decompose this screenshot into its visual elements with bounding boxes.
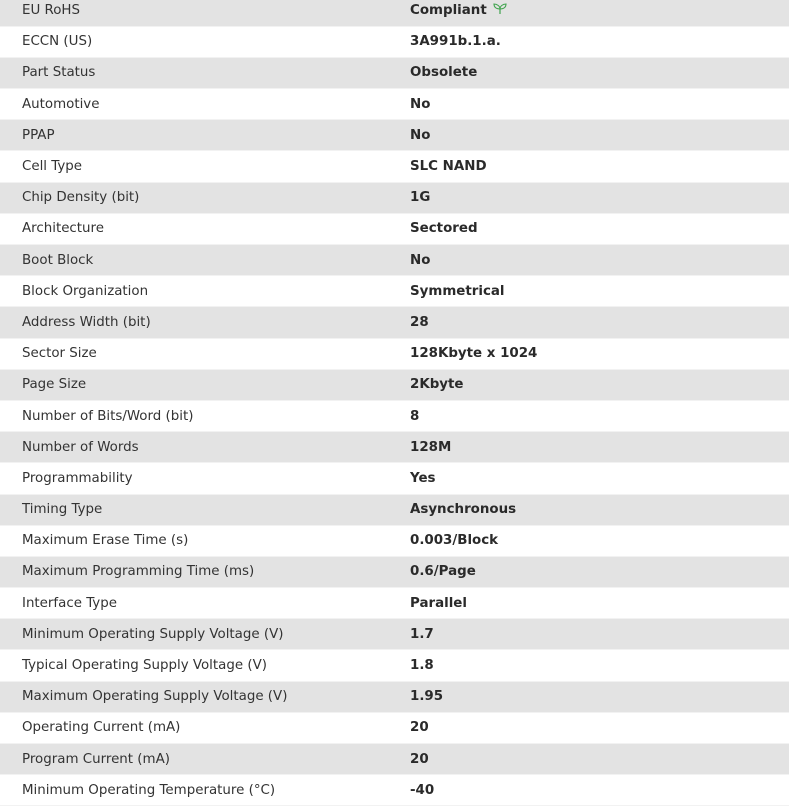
spec-row-automotive: [0, 89, 789, 120]
spec-row-programmability: [0, 463, 789, 494]
spec-label: Boot Block: [0, 245, 410, 276]
spec-row-sector-size: [0, 338, 789, 369]
spec-value: 0.003/Block: [410, 525, 789, 556]
spec-label: Operating Current (mA): [0, 712, 410, 743]
spec-value: 128M: [410, 432, 789, 463]
spec-label: Cell Type: [0, 151, 410, 182]
spec-label: Automotive: [0, 89, 410, 120]
leaf-icon: [493, 3, 507, 15]
spec-row-address-width: [0, 307, 789, 338]
spec-row-boot-block: [0, 245, 789, 276]
spec-value: Obsolete: [410, 57, 789, 88]
spec-row-program-current: [0, 744, 789, 775]
spec-value: -40: [410, 775, 789, 806]
spec-label: Block Organization: [0, 276, 410, 307]
spec-value: Yes: [410, 463, 789, 494]
spec-label: Program Current (mA): [0, 744, 410, 775]
spec-label: Interface Type: [0, 588, 410, 619]
spec-value: Asynchronous: [410, 494, 789, 525]
spec-value: No: [410, 89, 789, 120]
spec-row-cell-type: [0, 151, 789, 182]
spec-value: 2Kbyte: [410, 369, 789, 400]
spec-value-text: Compliant: [410, 2, 487, 18]
spec-value: 0.6/Page: [410, 556, 789, 587]
spec-value: Parallel: [410, 588, 789, 619]
spec-row-operating-current: [0, 712, 789, 743]
spec-row-page-size: [0, 369, 789, 400]
spec-label: Part Status: [0, 57, 410, 88]
spec-label: Minimum Operating Temperature (°C): [0, 775, 410, 806]
spec-row-min-supply-voltage: [0, 619, 789, 650]
spec-label: Architecture: [0, 213, 410, 244]
spec-label: Programmability: [0, 463, 410, 494]
spec-row-interface-type: [0, 588, 789, 619]
spec-value: 128Kbyte x 1024: [410, 338, 789, 369]
spec-row-ppap: [0, 120, 789, 151]
spec-row-max-programming-time: [0, 556, 789, 587]
spec-label: Timing Type: [0, 494, 410, 525]
spec-row-eccn: [0, 26, 789, 57]
spec-label: Maximum Operating Supply Voltage (V): [0, 681, 410, 712]
spec-label: Sector Size: [0, 338, 410, 369]
spec-row-block-organization: [0, 276, 789, 307]
spec-row-eu-rohs: [0, 0, 789, 26]
spec-row-bits-per-word: [0, 400, 789, 431]
spec-label: ECCN (US): [0, 26, 410, 57]
spec-label: Minimum Operating Supply Voltage (V): [0, 619, 410, 650]
spec-row-part-status: [0, 57, 789, 88]
spec-row-architecture: [0, 213, 789, 244]
spec-row-typ-supply-voltage: [0, 650, 789, 681]
spec-label: EU RoHS: [0, 0, 410, 26]
spec-row-chip-density: [0, 182, 789, 213]
spec-value: 1.7: [410, 619, 789, 650]
spec-value: 3A991b.1.a.: [410, 26, 789, 57]
spec-label: Number of Words: [0, 432, 410, 463]
spec-row-max-erase-time: [0, 525, 789, 556]
spec-value: [410, 0, 789, 26]
spec-value: Symmetrical: [410, 276, 789, 307]
spec-label: Maximum Erase Time (s): [0, 525, 410, 556]
spec-value: 20: [410, 712, 789, 743]
spec-value: No: [410, 120, 789, 151]
spec-row-min-operating-temperature: [0, 775, 789, 806]
spec-label: Typical Operating Supply Voltage (V): [0, 650, 410, 681]
spec-value: 1.8: [410, 650, 789, 681]
spec-value: 8: [410, 400, 789, 431]
spec-label: Chip Density (bit): [0, 182, 410, 213]
spec-label: Address Width (bit): [0, 307, 410, 338]
spec-value: 1.95: [410, 681, 789, 712]
spec-label: Maximum Programming Time (ms): [0, 556, 410, 587]
spec-value: 1G: [410, 182, 789, 213]
spec-value: 28: [410, 307, 789, 338]
spec-label: PPAP: [0, 120, 410, 151]
spec-row-number-of-words: [0, 432, 789, 463]
spec-value: No: [410, 245, 789, 276]
spec-label: Number of Bits/Word (bit): [0, 400, 410, 431]
spec-value: SLC NAND: [410, 151, 789, 182]
spec-value: Sectored: [410, 213, 789, 244]
spec-label: Page Size: [0, 369, 410, 400]
spec-row-max-supply-voltage: [0, 681, 789, 712]
spec-row-timing-type: [0, 494, 789, 525]
spec-value: 20: [410, 744, 789, 775]
